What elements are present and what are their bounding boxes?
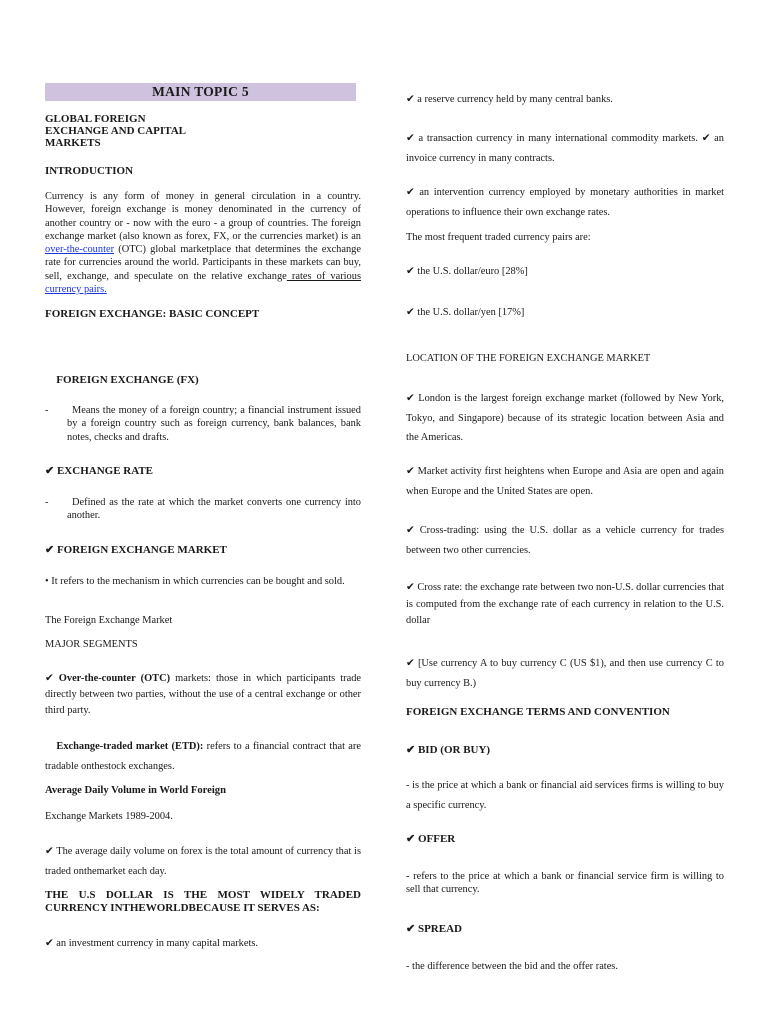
intervention-currency-item: ✔ an intervention currency employed by monetary authorities in market operations to influence their own exchange rates. (406, 187, 724, 218)
introduction-paragraph: Currency is any form of money in general circulation in a country. However, foreign exchange is money denominated in the currency of another country or - now with the euro - a group of countries. The foreign exchange market (also known as forex, FX, or the currencies market) is an over-the-counter (OTC) global marketplace that determines the exchange rate for currencies around the world. Participants in these markets can buy, sell, exchange, and speculate on the relative exchange rates of various currency pairs. (45, 191, 361, 296)
etd-paragraph: Exchange-traded market (ETD): refers to a financial contract that are tradable onthestock exchanges. (45, 741, 361, 772)
average-volume-paragraph: ✔ The average daily volume on forex is the total amount of currency that is traded onthemarket each day. (45, 846, 361, 877)
london-item: ✔ London is the largest foreign exchange market (followed by New York, Tokyo, and Singapore) because of its strategic location between Asia and the Americas. (406, 393, 724, 443)
investment-currency-item: ✔ an investment currency in many capital markets. (45, 938, 258, 949)
currency-pairs-link[interactable]: currency pairs. (45, 284, 107, 296)
spread-definition: - the difference between the bid and the offer rates. (406, 961, 618, 972)
cross-rate-item: ✔ Cross rate: the exchange rate between two non-U.S. dollar currencies that is computed from the exchange rate of each currency in relation to the U.S. dollar (406, 582, 724, 626)
location-heading: LOCATION OF THE FOREIGN EXCHANGE MARKET (406, 353, 651, 364)
currency-pairs-intro: The most frequent traded currency pairs are: (406, 232, 591, 243)
title-line: GLOBAL FOREIGN (45, 113, 146, 125)
spread-heading: ✔ SPREAD (406, 923, 462, 935)
average-volume-heading: Average Daily Volume in World Foreign (45, 785, 226, 796)
rates-underlined-text: rates of various (286, 270, 361, 282)
over-the-counter-link[interactable]: over-the-counter (45, 244, 115, 256)
otc-paragraph: ✔ Over-the-counter (OTC) markets: those in which participants trade directly between two parties, without the use of a central exchange or other third party. (45, 673, 361, 716)
dash-marker: - (45, 497, 49, 508)
reserve-currency-item: ✔ a reserve currency held by many central banks. (406, 94, 613, 105)
exchange-markets-years: Exchange Markets 1989-2004. (45, 811, 173, 822)
cross-trading-item: ✔ Cross-trading: using the U.S. dollar as a vehicle currency for trades between two other currencies. (406, 525, 724, 556)
offer-heading: ✔ OFFER (406, 833, 456, 845)
title-line: MARKETS (45, 137, 101, 149)
title-line: EXCHANGE AND CAPITAL (45, 125, 186, 137)
foreign-exchange-fx-heading: FOREIGN EXCHANGE (FX) (45, 374, 188, 386)
basic-concept-heading: FOREIGN EXCHANGE: BASIC CONCEPT (45, 308, 260, 320)
pair-dollar-euro: ✔ the U.S. dollar/euro [28%] (406, 266, 528, 277)
offer-definition: - refers to the price at which a bank or financial service firm is willing to sell that currency. (406, 871, 724, 896)
exchange-rate-heading: ✔ EXCHANGE RATE (45, 465, 154, 477)
exchange-rate-definition: - Defined as the rate at which the market converts one currency into another. (45, 497, 361, 522)
major-segments-label: MAJOR SEGMENTS (45, 639, 138, 650)
market-definition: • It refers to the mechanism in which currencies can be bought and sold. (45, 576, 345, 587)
dash-marker: - (45, 405, 49, 416)
foreign-exchange-market-heading: ✔ FOREIGN EXCHANGE MARKET (45, 544, 227, 556)
pair-dollar-yen: ✔ the U.S. dollar/yen [17%] (406, 307, 525, 318)
introduction-heading: INTRODUCTION (45, 165, 134, 177)
bid-definition: - is the price at which a bank or financial aid services firms is willing to buy a specific currency. (406, 780, 724, 811)
terms-heading: FOREIGN EXCHANGE TERMS AND CONVENTION (406, 706, 670, 718)
fx-definition: - Means the money of a foreign country; a financial instrument issued by a foreign country such as foreign currency, bank balances, bank notes, checks and drafts. (45, 405, 361, 443)
main-topic-banner: MAIN TOPIC 5 (45, 83, 356, 101)
market-activity-item: ✔ Market activity first heightens when Europe and Asia are open and again when Europe and the United States are open. (406, 466, 724, 497)
bid-heading: ✔ BID (OR BUY) (406, 744, 491, 756)
fem-line: The Foreign Exchange Market (45, 615, 173, 626)
document-title (45, 113, 361, 149)
currency-example-item: ✔ [Use currency A to buy currency C (US $1), and then use currency C to buy currency B.) (406, 658, 724, 689)
usd-heading: THE U.S DOLLAR IS THE MOST WIDELY TRADED CURRENCY INTHEWORLDBECAUSE IT SERVES AS: (45, 889, 361, 914)
transaction-currency-item: ✔ a transaction currency in many international commodity markets. ✔ an invoice currency in many contracts. (406, 133, 724, 164)
